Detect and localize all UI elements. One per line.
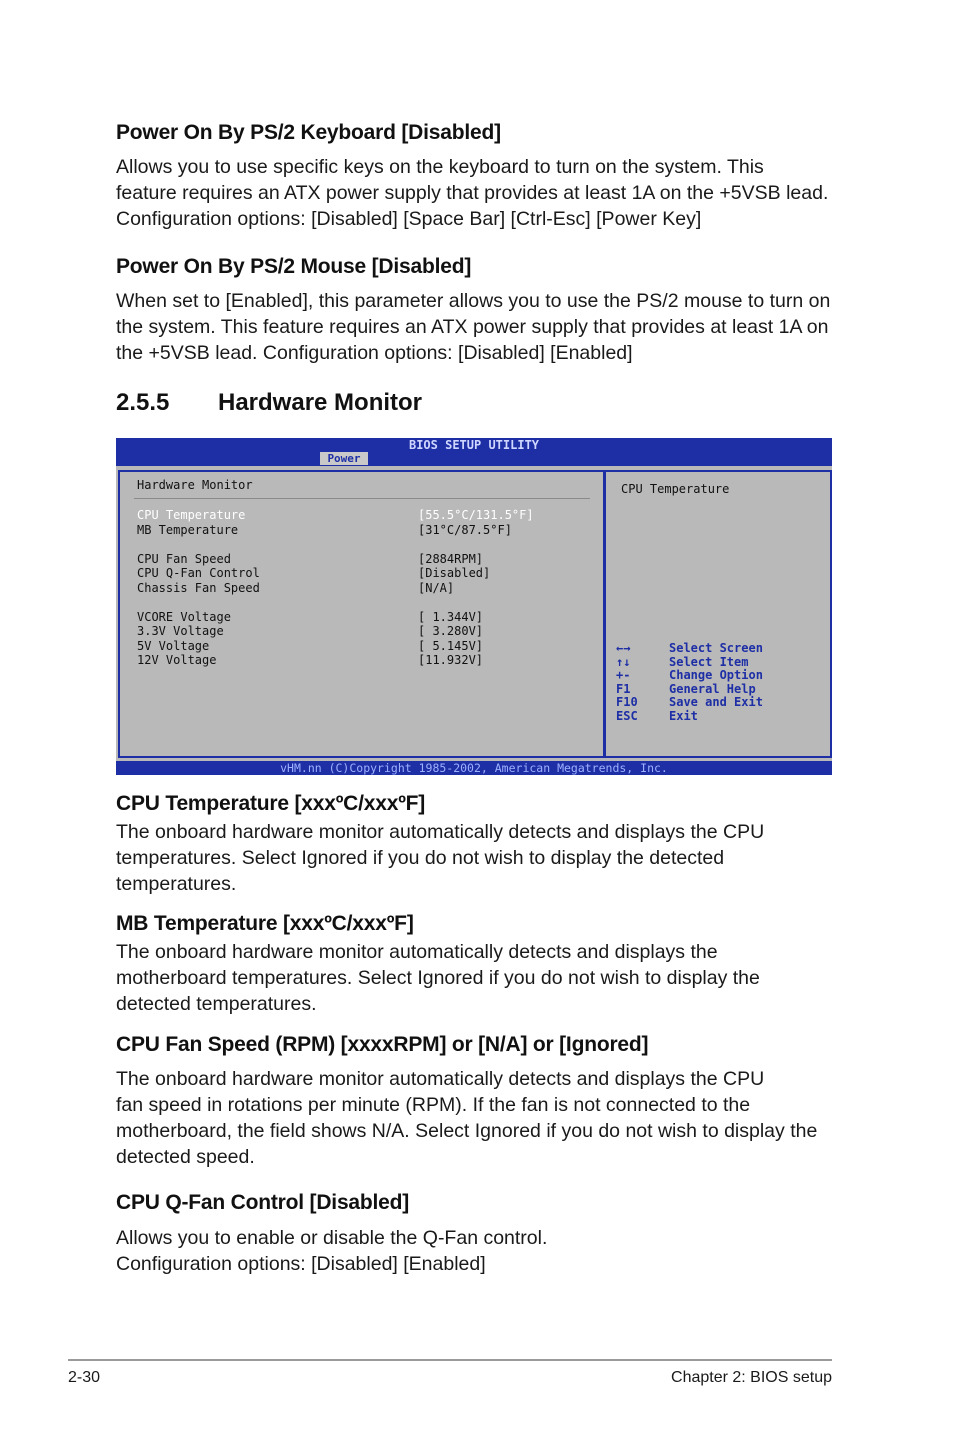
bios-row-value[interactable]: [N/A] — [418, 580, 455, 595]
bios-row-label[interactable]: 12V Voltage — [137, 653, 217, 667]
text-line: fan speed in rotations per minute (RPM). If the fan is not connected to the — [116, 1094, 751, 1116]
fanspeed-description — [116, 1066, 817, 1170]
key-f1: F1 — [616, 681, 631, 696]
key-f10: F10 — [616, 695, 638, 709]
divider — [134, 498, 590, 499]
section-title — [116, 389, 422, 417]
text-line: detected speed. — [116, 1146, 255, 1168]
text-line: Configuration options: [Disabled] [Space Bar] [Ctrl-Esc] [Power Key] — [116, 208, 702, 230]
bios-row-label[interactable]: Chassis Fan Speed — [137, 580, 260, 595]
bios-row-value[interactable]: [ 3.280V] — [418, 624, 484, 638]
bios-row-label[interactable]: CPU Temperature — [137, 508, 246, 522]
key-arrows-ud: ↑↓ — [616, 654, 631, 669]
cputemp-heading: CPU Temperature [xxxºC/xxxºF] — [116, 792, 426, 815]
text-line: Allows you to use specific keys on the keyboard to turn on the system. This — [116, 156, 764, 178]
text-line: the +5VSB lead. Configuration options: [Disabled] [Enabled] — [116, 342, 633, 364]
key-action: Save and Exit — [669, 695, 763, 709]
bios-help-panel — [603, 470, 832, 758]
text-line: Configuration options: [Disabled] [Enabled] — [116, 1253, 486, 1275]
page-number: 2-30 — [68, 1369, 101, 1386]
text-line: temperatures. — [116, 873, 237, 895]
bios-row-value[interactable]: [ 5.145V] — [418, 638, 484, 653]
key-arrows-lr: ←→ — [616, 641, 631, 655]
text-line: The onboard hardware monitor automatically detects and displays the CPU — [116, 1068, 765, 1090]
bios-header-bar — [116, 438, 832, 466]
bios-row-label[interactable]: CPU Q-Fan Control — [137, 566, 260, 580]
text-line: The onboard hardware monitor automatically detects and displays the — [116, 941, 718, 963]
text-line: motherboard temperatures. Select Ignored if you do not wish to display the — [116, 967, 760, 989]
bios-help-title: CPU Temperature — [621, 482, 730, 496]
cputemp-description — [116, 819, 764, 897]
kbd-description — [116, 154, 828, 232]
key-action: Select Screen — [669, 641, 763, 655]
bios-title: BIOS SETUP UTILITY — [408, 438, 540, 452]
bios-row-value[interactable]: [31°C/87.5°F] — [418, 522, 512, 537]
bios-row-label[interactable]: MB Temperature — [137, 522, 239, 537]
section-number: 2.5.5 — [116, 389, 170, 416]
bios-copyright: vHM.nn (C)Copyright 1985-2002, American Megatrends, Inc. — [116, 761, 832, 775]
footer-rule — [68, 1359, 832, 1361]
bios-row-label[interactable]: CPU Fan Speed — [137, 551, 231, 566]
qfan-description — [116, 1225, 547, 1277]
text-line: the system. This feature requires an ATX power supply that provides at least 1A on — [116, 316, 829, 338]
bios-row-value[interactable]: [55.5°C/131.5°F] — [418, 508, 534, 522]
fanspeed-heading: CPU Fan Speed (RPM) [xxxxRPM] or [N/A] or [Ignored] — [116, 1033, 649, 1056]
text-line: The onboard hardware monitor automatically detects and displays the CPU — [116, 821, 765, 843]
bios-row-value[interactable]: [11.932V] — [418, 653, 484, 667]
qfan-heading: CPU Q-Fan Control [Disabled] — [116, 1191, 410, 1214]
key-action: Exit — [669, 708, 698, 723]
key-plus-minus: +- — [616, 668, 631, 682]
key-action: Change Option — [669, 668, 763, 682]
mouse-description — [116, 288, 830, 366]
bios-main-panel — [118, 470, 606, 758]
bios-row-label[interactable]: 5V Voltage — [137, 638, 210, 653]
bios-screenshot — [116, 438, 832, 775]
key-action: General Help — [669, 681, 756, 696]
section-name: Hardware Monitor — [218, 389, 423, 416]
bios-panel-title: Hardware Monitor — [137, 478, 253, 492]
bios-row-label[interactable]: 3.3V Voltage — [137, 624, 224, 638]
mbtemp-heading: MB Temperature [xxxºC/xxxºF] — [116, 912, 414, 935]
chapter-title: Chapter 2: BIOS setup — [671, 1369, 832, 1386]
mouse-heading: Power On By PS/2 Mouse [Disabled] — [116, 255, 472, 278]
text-line: temperatures. Select Ignored if you do not wish to display the detected — [116, 847, 725, 869]
text-line: feature requires an ATX power supply that provides at least 1A on the +5VSB lead. — [116, 182, 829, 204]
text-line: motherboard, the field shows N/A. Select Ignored if you do not wish to display the — [116, 1120, 818, 1142]
kbd-heading: Power On By PS/2 Keyboard [Disabled] — [116, 121, 501, 144]
bios-row-value[interactable]: [ 1.344V] — [418, 609, 484, 624]
text-line: When set to [Enabled], this parameter allows you to use the PS/2 mouse to turn on — [116, 290, 831, 312]
bios-row-value[interactable]: [2884RPM] — [418, 551, 484, 566]
text-line: detected temperatures. — [116, 993, 317, 1015]
key-esc: ESC — [616, 708, 638, 723]
bios-row-value[interactable]: [Disabled] — [418, 566, 491, 580]
bios-tab-power[interactable]: Power — [320, 452, 368, 465]
bios-row-label[interactable]: VCORE Voltage — [137, 609, 231, 624]
text-line: Allows you to enable or disable the Q-Fan control. — [116, 1227, 548, 1249]
mbtemp-description — [116, 939, 760, 1017]
key-action: Select Item — [669, 654, 749, 669]
